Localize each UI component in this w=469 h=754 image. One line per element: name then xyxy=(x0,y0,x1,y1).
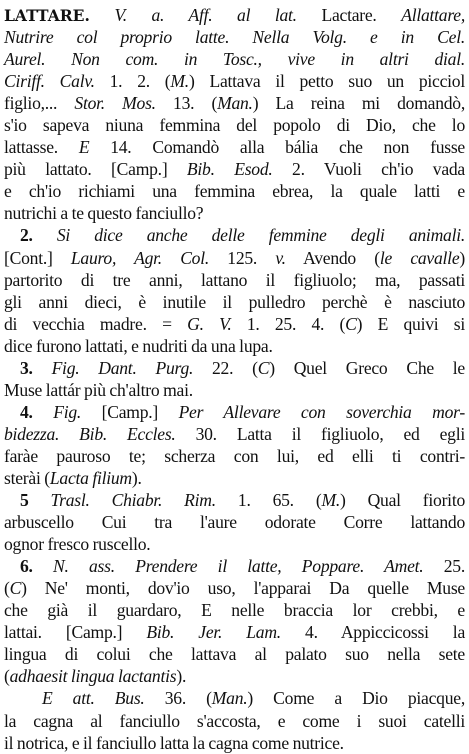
citation-text: Ciriff. Calv. xyxy=(4,71,95,92)
entry-line xyxy=(4,114,465,136)
entry-text: ) Qual fiorito xyxy=(340,490,466,511)
entry-text: ognor fresco ruscello. xyxy=(4,534,151,555)
entry-text: 1. 65. ( xyxy=(215,490,322,511)
citation-text: Allattare, xyxy=(401,5,465,25)
citation-text: E att. Bus. xyxy=(42,688,145,709)
citation-text: C xyxy=(9,578,22,599)
citation-text: Nutrire col proprio latte. Nella Volg. e in Cel. xyxy=(4,27,465,48)
entry-text: 4. Appiccicossi la xyxy=(280,622,466,643)
entry-text: Lactare. xyxy=(296,5,402,25)
entry-text: 36. ( xyxy=(144,688,212,709)
entry-line xyxy=(4,48,465,70)
entry-text: ) xyxy=(459,247,465,268)
entry-text: che già il guardaro, E nelle braccia lor crebbi, e xyxy=(4,600,465,621)
entry-text: più lattato. [Camp.] xyxy=(4,159,187,180)
entry-text: [Camp.] xyxy=(81,401,179,422)
entry-line xyxy=(4,92,465,114)
entry-text: 125. xyxy=(209,247,276,268)
dictionary-entry xyxy=(4,4,465,754)
citation-text: Man. xyxy=(217,93,253,114)
entry-line xyxy=(4,158,465,180)
entry-text: lingua di colui che lattava al palato suo nella sete xyxy=(4,644,465,665)
entry-line xyxy=(4,533,465,555)
entry-text: dice furono lattati, e nudriti da una lupa. xyxy=(4,335,273,356)
entry-line xyxy=(4,467,465,489)
entry-text: ) Quel Greco Che le xyxy=(269,357,465,378)
citation-text: le cavalle xyxy=(379,247,460,268)
citation-text: Lacta filium xyxy=(49,467,132,488)
entry-text: 14. Comandò alla bália che non fusse xyxy=(89,137,465,158)
entry-line xyxy=(4,247,465,269)
entry-line xyxy=(4,26,465,48)
entry-line xyxy=(4,202,465,224)
citation-text: C xyxy=(345,313,357,334)
entry-text: [Cont.] xyxy=(4,247,71,268)
entry-text: ) La reina mi domandò, xyxy=(252,93,466,114)
citation-text: E xyxy=(78,137,90,158)
entry-line xyxy=(4,599,465,621)
entry-line xyxy=(4,555,465,577)
citation-text: Man. xyxy=(211,688,248,709)
entry-line xyxy=(4,687,465,709)
entry-line xyxy=(4,665,465,687)
entry-text: 22. ( xyxy=(193,357,258,378)
entry-text: ( xyxy=(4,666,10,687)
entry-text: la cagna al fanciullo s'accosta, e come i suoi catelli xyxy=(4,710,465,731)
entry-text: ). xyxy=(131,467,142,488)
citation-text: N. ass. Prendere il latte, Poppare. Amet. xyxy=(53,556,424,577)
entry-text: nutrichi a te questo fanciullo? xyxy=(4,203,204,224)
entry-text: Muse lattár più ch'altro mai. xyxy=(4,379,193,400)
entry-text: lattai. [Camp.] xyxy=(4,622,147,643)
entry-text: ). xyxy=(176,666,187,687)
entry-text: 2. Vuoli ch'io vada xyxy=(272,159,465,180)
entry-text: lattasse. xyxy=(4,137,79,158)
citation-text: C xyxy=(257,357,270,378)
entry-text: gli anni dieci, è inutile il pulledro perchè è nasciuto xyxy=(4,291,465,312)
entry-line xyxy=(4,489,465,511)
citation-text: Aurel. Non com. in Tosc., vive in altri dial. xyxy=(4,49,465,70)
citation-text: bidezza. Bib. Eccles. xyxy=(4,423,176,444)
entry-line xyxy=(4,643,465,665)
entry-line xyxy=(4,136,465,158)
citation-text: v. xyxy=(275,247,286,268)
sense-number: 6. xyxy=(20,556,54,577)
entry-line xyxy=(4,423,465,445)
entry-line xyxy=(4,379,465,401)
entry-line xyxy=(4,4,465,26)
citation-text: Trasl. Chiabr. Rim. xyxy=(50,490,216,511)
citation-text: Si dice anche delle femmine degli animali. xyxy=(56,225,466,246)
entry-line xyxy=(4,621,465,643)
citation-text: Stor. Mos. xyxy=(74,93,156,114)
entry-line xyxy=(4,269,465,291)
entry-text: 30. Latta il figliuolo, ed egli xyxy=(175,423,465,444)
entry-line xyxy=(4,335,465,357)
entry-line xyxy=(4,732,465,754)
citation-text: Bib. Jer. Lam. xyxy=(146,622,281,643)
entry-text: ) Ne' monti, dov'io uso, l'apparai Da quelle Muse xyxy=(21,578,465,599)
entry-text: sterài ( xyxy=(4,467,50,488)
entry-text: 13. ( xyxy=(155,93,218,114)
entry-line xyxy=(4,511,465,533)
entry-text: 1. 2. ( xyxy=(94,71,171,92)
entry-line xyxy=(4,577,465,599)
entry-line xyxy=(4,401,465,423)
entry-text: 25. xyxy=(423,556,466,577)
citation-text: Fig. Dant. Purg. xyxy=(51,357,194,378)
entry-text: di vecchia madre. = xyxy=(4,313,188,334)
entry-text: e ch'io richiami una femmina ebrea, la quale latti e xyxy=(4,181,465,202)
entry-text: 1. 25. 4. ( xyxy=(231,313,346,334)
citation-text: Per Allevare con soverchia mor- xyxy=(178,401,465,422)
entry-text: ) Come a Dio piacque, xyxy=(247,688,465,709)
citation-text: adhaesit lingua lactantis xyxy=(9,666,177,687)
entry-text: faràe pauroso te; scherza con lui, ed elli ti contri- xyxy=(4,445,465,466)
entry-line xyxy=(4,291,465,313)
sense-number: 3. xyxy=(20,357,52,378)
citation-text: V. a. Aff. al lat. xyxy=(89,5,297,25)
citation-text: Lauro, Agr. Col. xyxy=(70,247,210,268)
citation-text: M. xyxy=(321,490,340,511)
sense-number: 5 xyxy=(20,490,51,511)
entry-text: s'io sapeva niuna femmina del popolo di Dio, che lo xyxy=(4,115,465,136)
entry-text: ) Lattava il petto suo un picciol xyxy=(188,71,465,92)
entry-text: arbuscello Cui tra l'aure odorate Corre lattando xyxy=(4,512,465,533)
entry-text: ( xyxy=(4,578,10,599)
citation-text: Bib. Esod. xyxy=(186,159,273,180)
entry-line xyxy=(4,180,465,202)
sense-number: 4. xyxy=(20,401,54,422)
headword: LATTARE. xyxy=(4,6,90,25)
citation-text: M. xyxy=(170,71,189,92)
entry-line xyxy=(4,445,465,467)
entry-text: il notrica, e il fanciullo latta la cagna come nutrice. xyxy=(4,732,344,753)
entry-text: Avendo ( xyxy=(285,247,380,268)
entry-text: partorito di tre anni, lattano il figliuolo; ma, passati xyxy=(4,269,465,290)
entry-line xyxy=(4,357,465,379)
entry-line xyxy=(4,224,465,246)
citation-text: Fig. xyxy=(53,401,82,422)
sense-number: 2. xyxy=(20,225,57,246)
entry-text: ) E quivi si xyxy=(356,313,465,334)
entry-line xyxy=(4,70,465,92)
entry-text: figlio,... xyxy=(4,93,75,114)
entry-line xyxy=(4,313,465,335)
citation-text: G. V. xyxy=(187,313,232,334)
